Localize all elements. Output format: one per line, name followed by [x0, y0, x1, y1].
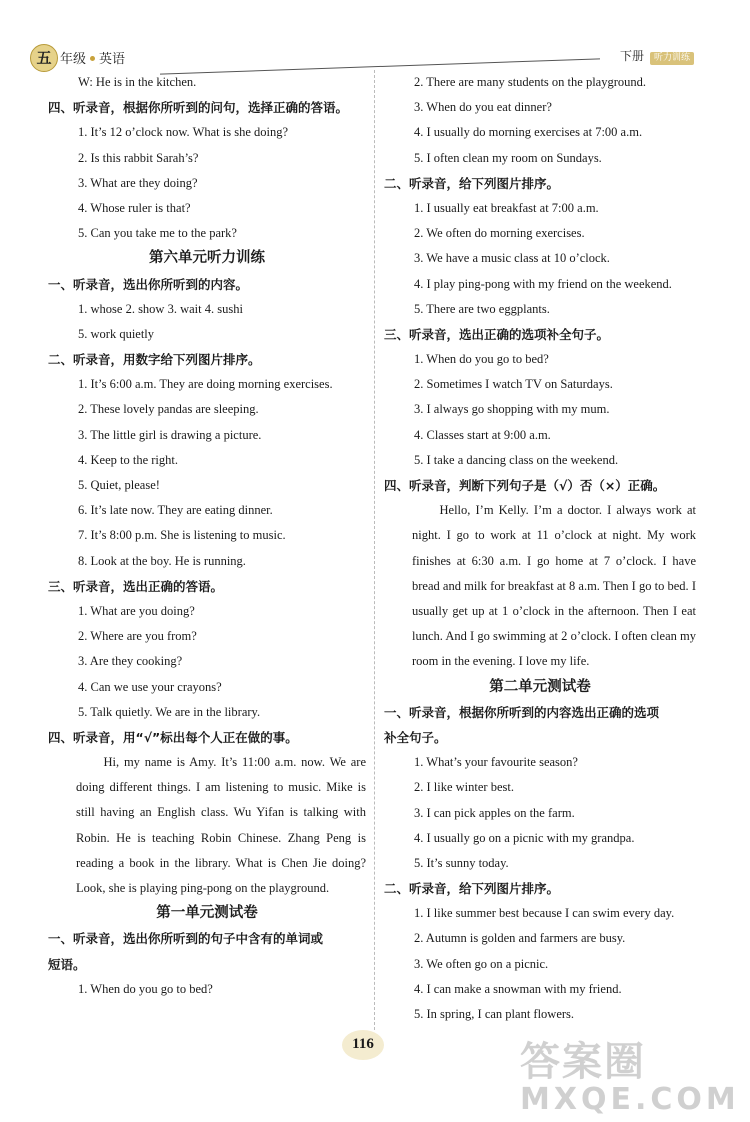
list-item: 3. We have a music class at 10 o’clock.: [414, 251, 610, 266]
list-item: 5. In spring, I can plant flowers.: [414, 1007, 575, 1022]
list-item: 8. Look at the boy. He is running.: [78, 553, 246, 568]
list-item: W: He is in the kitchen.: [78, 75, 197, 89]
list-item: 2. Autumn is golden and farmers are busy.: [414, 931, 626, 946]
column-divider: [374, 70, 375, 1030]
list-item: 2. There are many students on the playground.: [414, 75, 647, 89]
list-item: 6. It’s late now. They are eating dinner.: [78, 503, 273, 518]
passage-paragraph: Hello, I’m Kelly. I’m a doctor. I always work at night. I go to work at 11 o’clock at night. My work finishes at 6:30 a.m. I go home at 7 o’clock. I have bread and milk for breakfast at 8 a.m. Then I go to bed. I usually get up at 1 o’clock in the afternoon. Then I eat lunch. And I go swimming at 2 o’clock. I often clean my room in the evening. I love my life.: [412, 503, 696, 669]
list-item: 5. Quiet, please!: [78, 478, 160, 492]
list-item: 5. Talk quietly. We are in the library.: [78, 704, 261, 719]
list-item: 1. What’s your favourite season?: [414, 755, 578, 770]
page-number: 116: [352, 1036, 374, 1052]
list-item: 3. What are they doing?: [78, 175, 198, 190]
list-item: 1. It’s 6:00 a.m. They are doing morning exercises.: [78, 377, 333, 392]
list-item: 5. I take a dancing class on the weekend.: [414, 452, 619, 467]
list-item: 2. We often do morning exercises.: [414, 226, 585, 241]
section-heading: 二、听录音，给下列图片排序。: [384, 881, 560, 897]
list-item: 4. Can we use your crayons?: [78, 679, 222, 694]
list-item: 4. Whose ruler is that?: [78, 200, 191, 215]
list-item: 1. I like summer best because I can swim every day.: [414, 906, 675, 921]
list-item: 1. When do you go to bed?: [414, 352, 549, 367]
list-item: 1. I usually eat breakfast at 7:00 a.m.: [414, 200, 599, 215]
header-title: [60, 48, 125, 67]
list-item: 4. I usually go on a picnic with my grandpa.: [414, 830, 635, 845]
section-heading: 一、听录音，选出你所听到的句子中含有的单词或: [48, 931, 324, 947]
bullet-dot-icon: [90, 56, 95, 61]
left-column: [48, 70, 366, 1002]
list-item: 5. There are two eggplants.: [414, 301, 550, 316]
list-item: 3. When do you eat dinner?: [414, 100, 552, 115]
subject-label: 英语: [99, 52, 126, 67]
grade-label: 年级: [60, 52, 87, 67]
passage-paragraph: Hi, my name is Amy. It’s 11:00 a.m. now. We are doing different things. I am listening to music. Mike is still having an English class. Wu Yifan is talking with Robin. He is teaching Robin Chinese. Zhang Peng is reading a book in the library. What is Chen Jie doing? Look, she is playing ping-pong on the playground.: [76, 755, 366, 896]
right-column: [384, 70, 696, 1027]
unit-title: 第二单元测试卷: [489, 678, 591, 695]
section-heading: 四、听录音，用“√”标出每个人正在做的事。: [48, 729, 298, 745]
unit-title: 第一单元测试卷: [156, 905, 258, 922]
list-item: 4. I usually do morning exercises at 7:00 a.m.: [414, 125, 643, 140]
list-item: 1. What are you doing?: [78, 603, 195, 618]
section-heading: 补全句子。: [384, 729, 447, 745]
list-item: 3. We often go on a picnic.: [414, 956, 549, 971]
list-item: 2. Is this rabbit Sarah’s?: [78, 150, 199, 165]
list-item: 3. Are they cooking?: [78, 654, 183, 669]
list-item: 5. It’s sunny today.: [414, 855, 509, 870]
list-item: 4. Classes start at 9:00 a.m.: [414, 427, 551, 442]
section-heading: 三、听录音，选出正确的选项补全句子。: [384, 326, 610, 342]
list-item: 4. I can make a snowman with my friend.: [414, 981, 622, 996]
watermark-logo: [520, 1040, 740, 1118]
list-item: 3. I can pick apples on the farm.: [414, 805, 575, 820]
watermark-cn: 答案圈: [520, 1039, 646, 1085]
section-heading: 一、听录音，根据你所听到的内容选出正确的选项: [384, 704, 660, 720]
list-item: 5. Can you take me to the park?: [78, 226, 237, 241]
list-item: 1. When do you go to bed?: [78, 981, 213, 996]
list-item: 1. whose 2. show 3. wait 4. sushi: [78, 301, 243, 316]
list-item: 3. I always go shopping with my mum.: [414, 402, 610, 417]
list-item: 7. It’s 8:00 p.m. She is listening to music.: [78, 528, 286, 543]
list-item: 2. I like winter best.: [414, 780, 514, 795]
list-item: 5. work quietly: [78, 326, 155, 341]
list-item: 2. These lovely pandas are sleeping.: [78, 402, 259, 417]
list-item: 3. The little girl is drawing a picture.: [78, 427, 262, 442]
page-header: [0, 0, 750, 70]
section-heading: 短语。: [48, 956, 86, 972]
list-item: 2. Sometimes I watch TV on Saturdays.: [414, 377, 613, 392]
section-heading: 一、听录音，选出你所听到的内容。: [48, 276, 249, 292]
section-heading: 四、听录音，判断下列句子是（√）否（×）正确。: [384, 478, 666, 493]
list-item: 1. It’s 12 o’clock now. What is she doing?: [78, 125, 289, 140]
watermark-en: MXQE.COM: [520, 1082, 740, 1117]
list-item: 2. Where are you from?: [78, 629, 197, 644]
volume-label: 下册: [620, 49, 645, 63]
list-item: 4. I play ping-pong with my friend on the weekend.: [414, 276, 672, 291]
list-item: 5. I often clean my room on Sundays.: [414, 150, 602, 165]
section-heading: 四、听录音，根据你所听到的问句，选择正确的答语。: [48, 100, 349, 116]
list-item: 4. Keep to the right.: [78, 452, 178, 467]
section-heading: 二、听录音，用数字给下列图片排序。: [48, 352, 261, 368]
section-heading: 三、听录音，选出正确的答语。: [48, 578, 224, 594]
section-tag: 听力训练: [650, 52, 694, 65]
header-right: [620, 47, 694, 65]
section-heading: 二、听录音，给下列图片排序。: [384, 175, 560, 191]
grade-badge: 五: [30, 44, 58, 72]
unit-title: 第六单元听力训练: [149, 250, 265, 267]
